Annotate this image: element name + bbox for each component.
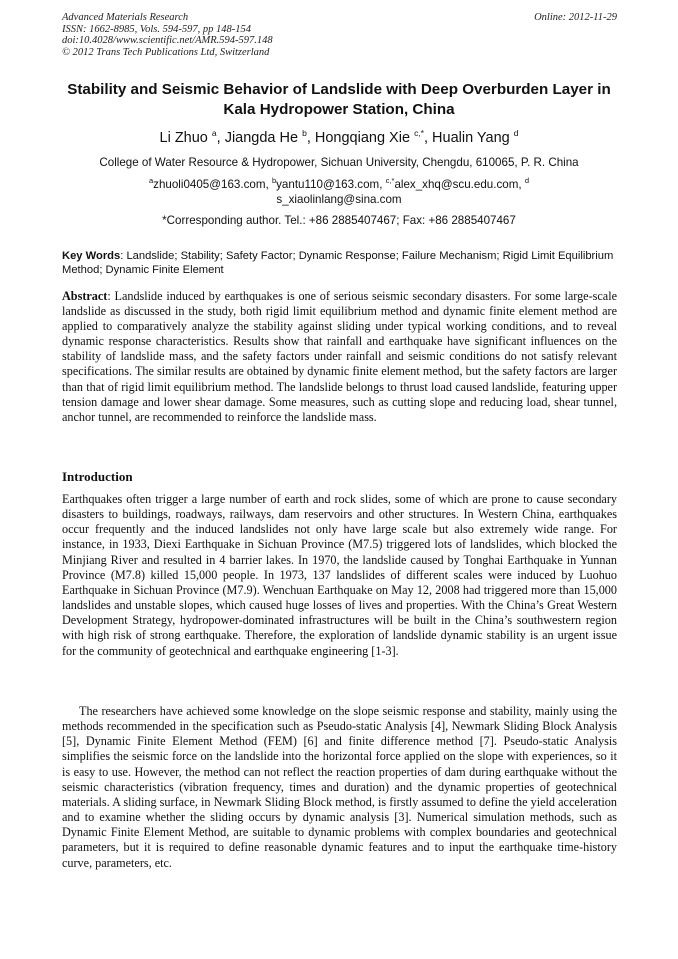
email-link[interactable]: alex_xhq@scu.edu.com, bbox=[394, 178, 522, 191]
email-link[interactable]: s_xiaolinlang@sina.com bbox=[276, 193, 402, 206]
email-list bbox=[110, 177, 568, 207]
email-mark: a bbox=[149, 176, 154, 185]
author-affil-mark: b bbox=[302, 128, 307, 138]
affiliation: College of Water Resource & Hydropower, Sichuan University, Chengdu, 610065, P. R. China bbox=[99, 156, 579, 169]
intro-paragraph-1: Earthquakes often trigger a large number of earth and rock slides, some of which are prone to cause secondary disasters to buildings, roadways, railways, dam reservoirs and other structures. In Western China, earthquakes occur frequently and the induced landslides not only have large scale but also extremely wide range. For instance, in 1933, Diexi Earthquake in Sichuan Province (M7.5) triggered lots of landslides, which blocked the Minjiang River and resulted in 4 barrier lakes. In 1970, the landslide caused by Tonghai Earthquake in Yunnan Province (M7.8) killed 15,000 people. In 1973, 137 landslides of different scales were induced by Luohuo Earthquake in Sichuan Province (M7.9). Wenchuan Earthquake on May 12, 2008 had triggered more than 15,000 landslides and unstable slopes, which caused huge losses of lives and properties. With the China’s Great Western Development Strategy, hydropower-dominated infrastructures will be built in the China’s southwestern region with high risk of strong earthquake. Therefore, the exploration of landslide dynamic stability is an urgent issue for the community of geotechnical and earthquake engineering [1-3]. bbox=[62, 492, 617, 658]
email-mark: b bbox=[271, 176, 277, 185]
author-affil-mark: c,* bbox=[414, 128, 424, 138]
author-name: Li Zhuo bbox=[159, 130, 208, 146]
section-heading-introduction: Introduction bbox=[62, 469, 133, 484]
author-name: Hongqiang Xie bbox=[314, 130, 411, 146]
copyright-line: © 2012 Trans Tech Publications Ltd, Switzerland bbox=[62, 46, 270, 58]
doi-line: doi:10.4028/www.scientific.net/AMR.594-597.148 bbox=[62, 35, 273, 47]
author-affil-mark: d bbox=[513, 128, 519, 138]
keywords-label: Key Words bbox=[62, 250, 121, 262]
email-mark: c,* bbox=[385, 176, 395, 185]
email-mark: d bbox=[524, 176, 529, 185]
abstract bbox=[62, 289, 617, 425]
issn-line: ISSN: 1662-8985, Vols. 594-597, pp 148-154 bbox=[62, 23, 251, 35]
keywords-text: : Landslide; Stability; Safety Factor; Dynamic Response; Failure Mechanism; Rigid Limit Equilibrium Method; Dynamic Finite Element bbox=[62, 250, 614, 276]
author-affil-mark: a bbox=[211, 128, 217, 138]
paper-title: Stability and Seismic Behavior of Landslide with Deep Overburden Layer in Kala Hydropower Station, China bbox=[67, 81, 611, 118]
online-date: Online: 2012-11-29 bbox=[534, 12, 617, 23]
intro-paragraph-2: The researchers have achieved some knowledge on the slope seismic response and stability, mainly using the methods recommended in the specification such as Pseudo-static Analysis [4], Newmark Sliding Block Analysis [5], Dynamic Finite Element Method (FEM) [6] and finite difference method [7]. Pseudo-static Analysis simplifies the seismic force on the landslide into the horizontal force applied on the slope with experiences, so it is easy to use. However, the method can not reflect the reaction properties of dam during earthquake without the seismic characteristics (vibration frequency, times and duration) and the dynamic properties of geotechnical materials. A sliding surface, in Newmark Sliding Block method, is firstly assumed to define the yield acceleration and to examine whether the sliding occurs by dynamic analysis [3]. Numerical simulation methods, such as Dynamic Finite Element Method, are suitable to dynamic problems with complex boundaries and geotechnical parameters, but it is required to define reasonable dynamic features and to input the earthquake time-history curve, parameters, etc. bbox=[62, 704, 617, 870]
keywords bbox=[62, 250, 617, 277]
corresponding-author: *Corresponding author. Tel.: +86 2885407467; Fax: +86 2885407467 bbox=[162, 214, 516, 227]
author-name: Hualin Yang bbox=[432, 130, 510, 146]
journal-name: Advanced Materials Research bbox=[62, 12, 189, 23]
author-list: Li Zhuo $^a$, Jiangda He $^b$, Hongqiang Xie $^{c,*}$, Hualin Yang $^d$ bbox=[159, 128, 519, 146]
abstract-text: : Landslide induced by earthquakes is one of serious seismic secondary disasters. For some large-scale landslide as discussed in the study, both rigid limit equilibrium method and dynamic finite element method are applied to comparatively analyze the stability against sliding under typical working conditions, and to reveal dynamic response characteristics. Results show that rainfall and earthquake have significant influences on the stability of landslide mass, and the safety factors under rainfall and seismic conditions do not satisfy relevant specifications. The similar results are obtained by dynamic finite element method, but the safety factors are larger than that of rigid limit equilibrium method. The landslide belongs to thrust load caused landslide, featuring upper tension damage and lower shear damage. Some measures, such as cutting slope and reducing load, shear tunnel, anchor tunnel, are recommended to reinforce the landslide mass. bbox=[62, 289, 617, 424]
email-link[interactable]: yantu110@163.com, bbox=[276, 178, 383, 191]
abstract-label: Abstract bbox=[62, 289, 108, 303]
email-link[interactable]: zhuoli0405@163.com, bbox=[153, 178, 269, 191]
journal-header bbox=[62, 12, 617, 58]
author-name: Jiangda He bbox=[224, 130, 299, 146]
